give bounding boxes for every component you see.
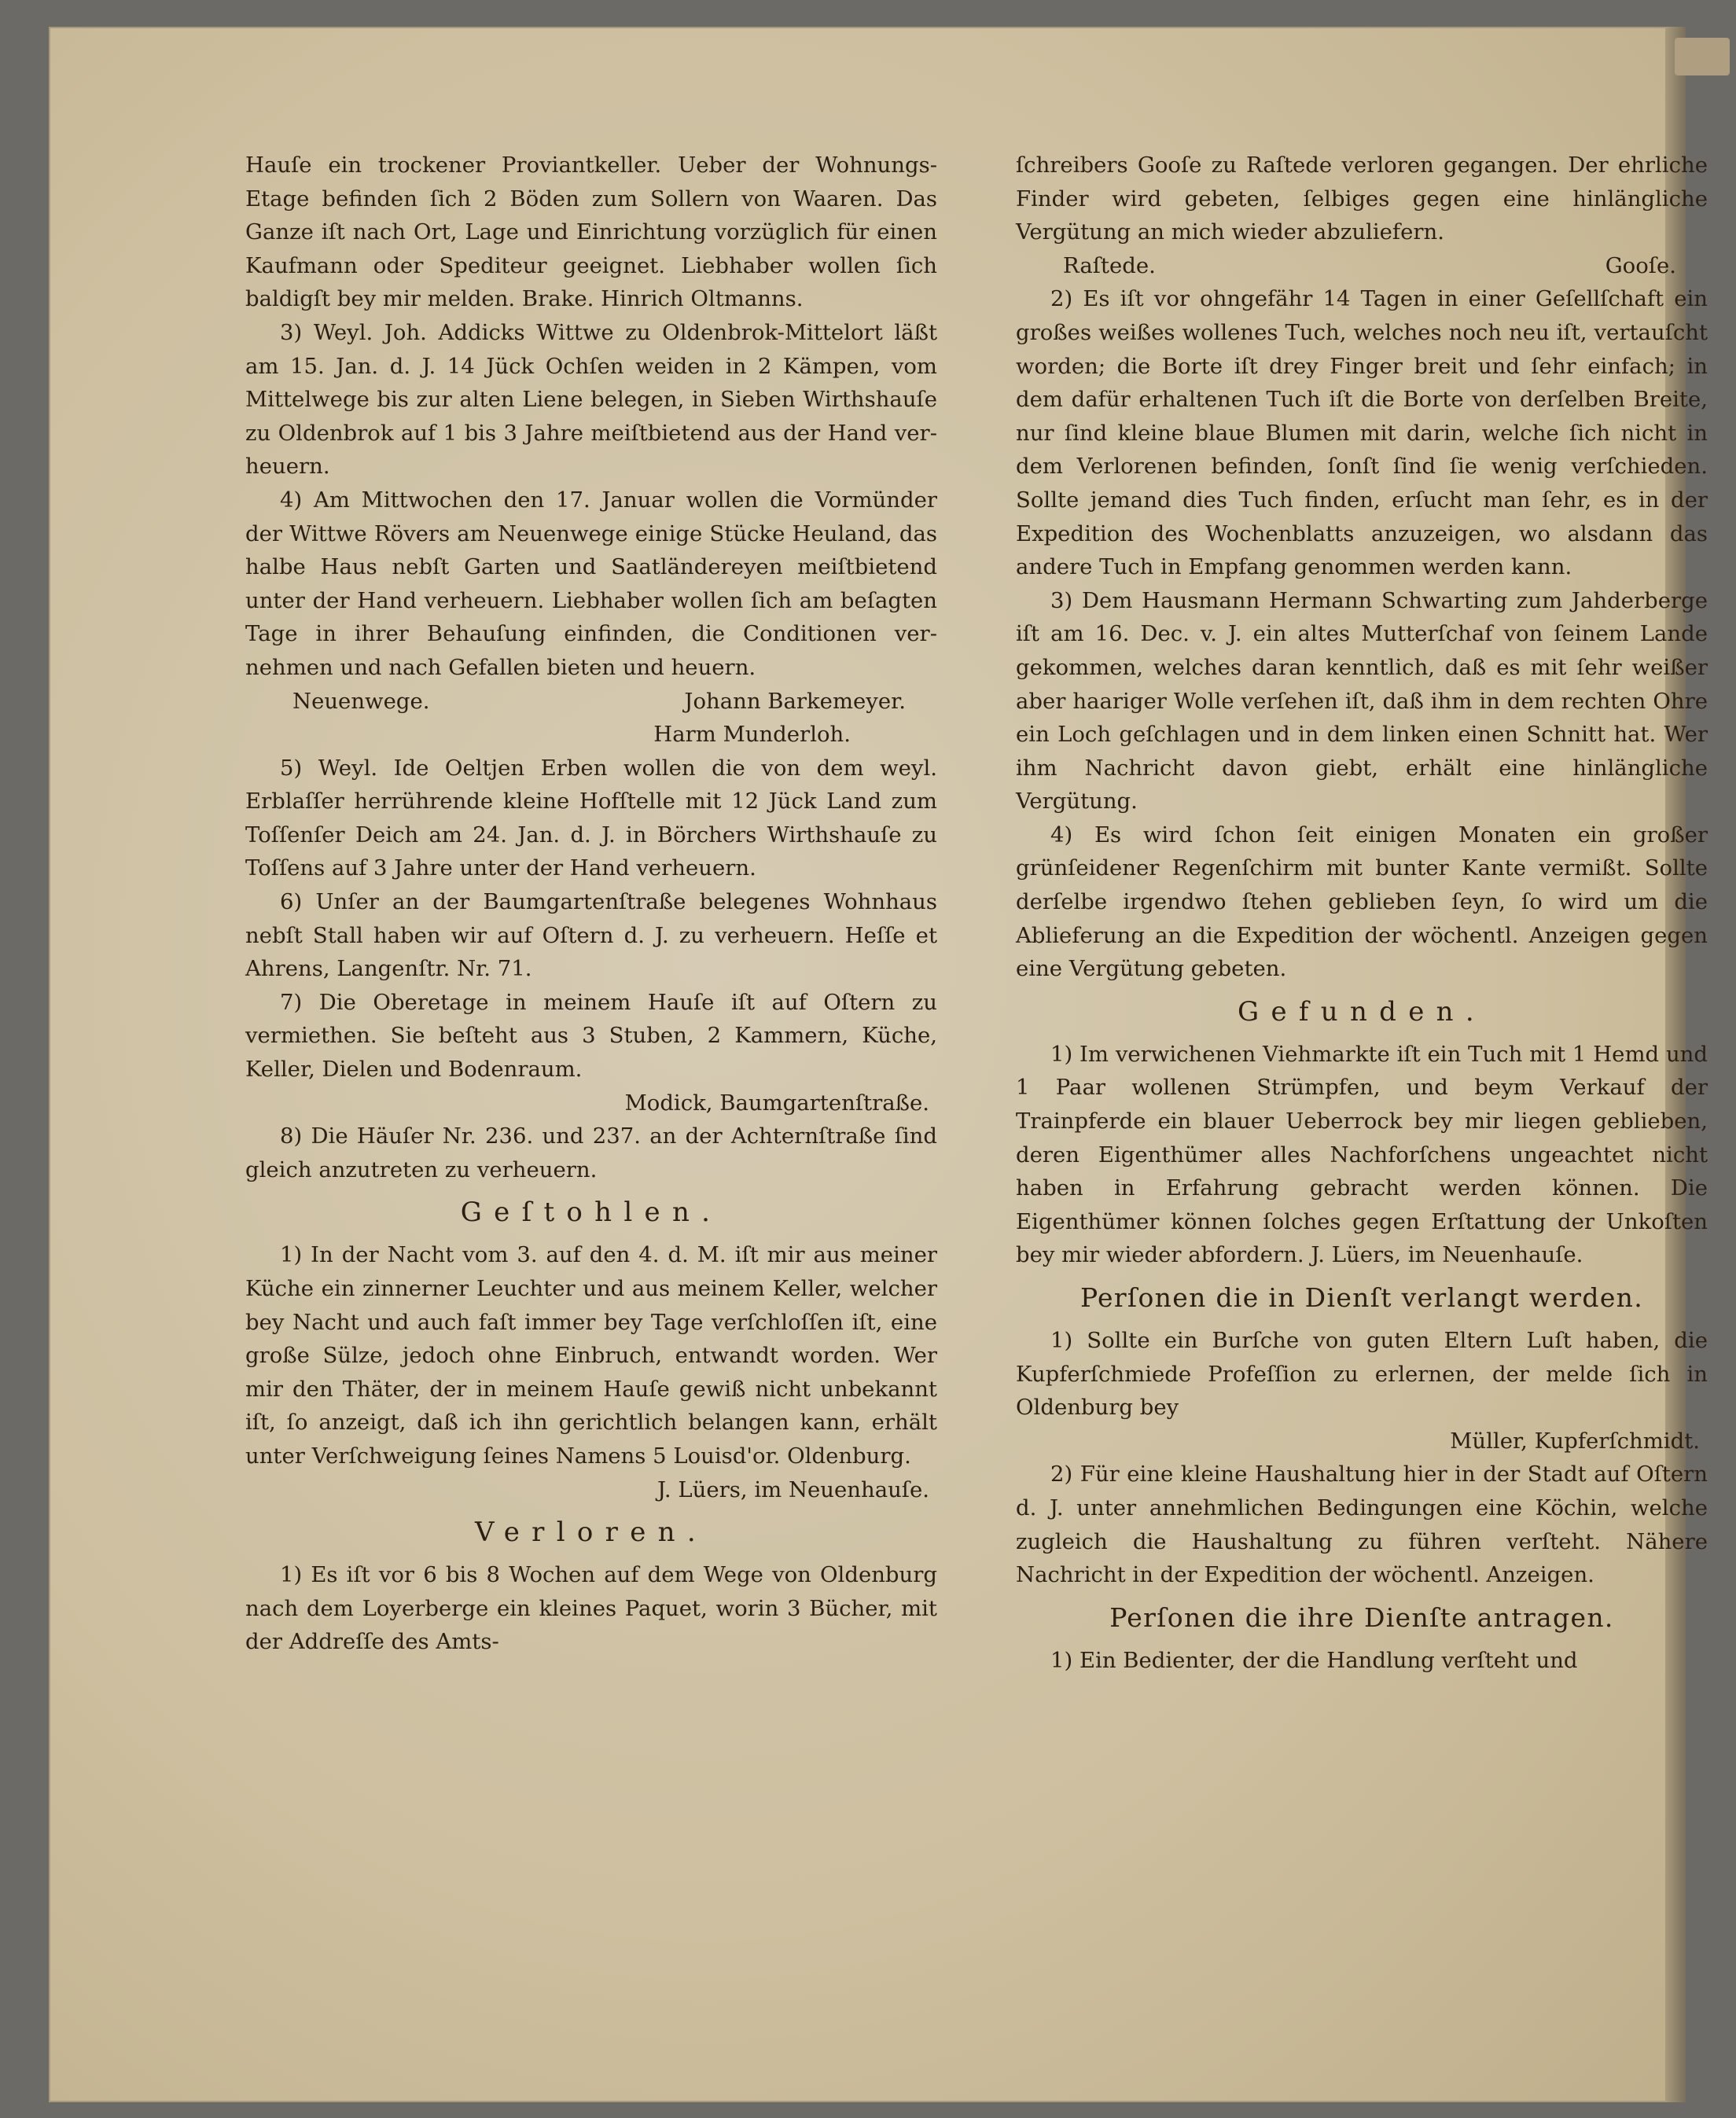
- notice-paragraph: 4) Am Mittwochen den 17. Januar wollen die Vormünder der Wittwe Rövers am Neuenwege einige Stücke Heuland, das halbe Haus nebſt Garten und Saatländereyen meiſtbietend unter der Hand verheuern. Liebhaber wollen ſich am beſagten Tage in ihrer Behauſung einfinden, die Conditionen vernehmen und nach Gefallen bieten und heuern.: [245, 487, 937, 680]
- left-column: [245, 149, 937, 1659]
- notice-paragraph: 1) Sollte ein Burſche von guten Eltern Luſt haben, die Kupferſchmiede Profeſſion zu erlernen, der melde ſich in Oldenburg bey: [1016, 1328, 1708, 1421]
- place-signature: [245, 685, 937, 719]
- place-name: Raſtede.: [1063, 252, 1156, 278]
- notice-paragraph: 4) Es wird ſchon ſeit einigen Monaten ein großer grünſeidener Regenſchirm mit bunter Kante vermißt. Sollte derſelbe irgendwo ſtehen geblieben ſeyn, ſo wird um die Ablieferung an die Expedition der wöchentl. Anzeigen gegen eine Vergütung gebeten.: [1016, 822, 1708, 982]
- signature-line: Müller, Kupferſchmidt.: [1450, 1428, 1700, 1454]
- signature-line: Harm Munderloh.: [653, 722, 851, 748]
- notice-paragraph: 1) Es iſt vor 6 bis 8 Wochen auf dem Wege von Oldenburg nach dem Loyerberge ein kleines Paquet, worin 3 Bücher, mit der Addreſſe des Amts-: [245, 1562, 937, 1655]
- place-signature: [1016, 249, 1708, 283]
- signature-name: Gooſe.: [1605, 252, 1676, 278]
- notice-paragraph: Hauſe ein trockener Proviantkeller. Ueber der Wohnungs-Etage befinden ſich 2 Böden zum Sollern von Waaren. Das Ganze iſt nach Ort, Lage und Einrichtung vorzüglich für einen Kaufmann oder Spediteur geeignet. Liebhaber wollen ſich baldigſt bey mir melden. Brake. Hinrich Oltmanns.: [245, 153, 937, 312]
- section-heading: Geſtohlen.: [460, 1197, 723, 1229]
- section-heading: Verloren.: [475, 1517, 708, 1549]
- notice-paragraph: 1) Im verwichenen Viehmarkte iſt ein Tuch mit 1 Hemd und 1 Paar wollenen Strümpfen, und beym Verkauf der Trainpferde ein blauer Ueberrock bey mir liegen geblieben, deren Eigenthümer alles Nachforſchens ungeachtet nicht haben in Erfahrung gebracht werden können. Die Eigenthümer können ſolches gegen Erſtattung der Unkoſten bey mir wieder abfordern. J. Lüers, im Neuenhauſe.: [1016, 1041, 1708, 1268]
- notice-paragraph: 3) Weyl. Joh. Addicks Wittwe zu Oldenbrok-Mittelort läßt am 15. Jan. d. J. 14 Jück Ochſen weiden in 2 Kämpen, vom Mittelwege bis zur alten Liene belegen, in Sieben Wirthshauſe zu Oldenbrok auf 1 bis 3 Jahre meiſtbietend aus der Hand verheuern.: [245, 319, 937, 480]
- signature-name: Johann Barkemeyer.: [684, 688, 906, 714]
- right-column: [1016, 149, 1708, 1677]
- notice-paragraph: 1) In der Nacht vom 3. auf den 4. d. M. iſt mir aus meiner Küche ein zinnerner Leuchter und aus meinem Keller, welcher bey Nacht und auch faſt immer bey Tage verſchloſſen iſt, eine große Sülze, jedoch ohne Einbruch, entwandt worden. Wer mir den Thäter, der in meinem Hauſe gewiß nicht unbekannt iſt, ſo anzeigt, daß ich ihn gerichtlich belangen kann, erhält unter Verſchweigung ſeines Namens 5 Louisd'or. Oldenburg.: [245, 1242, 937, 1469]
- notice-paragraph: 3) Dem Hausmann Hermann Schwarting zum Jahderberge iſt am 16. Dec. v. J. ein altes Mutterſchaf von ſeinem Lande gekommen, welches daran kenntlich, daß es mit ſehr weißer aber haariger Wolle verſehen iſt, daß ihm in dem rechten Ohre ein Loch geſchlagen und in dem linken einen Schnitt hat. Wer ihm Nachricht davon giebt, erhält eine hinlängliche Vergütung.: [1016, 587, 1708, 814]
- notice-paragraph: 1) Ein Bedienter, der die Handlung verſteht und: [1050, 1647, 1578, 1673]
- newspaper-page: [49, 27, 1708, 2102]
- notice-paragraph: 6) Unſer an der Baumgartenſtraße belegenes Wohnhaus nebſt Stall haben wir auf Oſtern d. J. zu verheuern. Heſſe et Ahrens, Langenſtr. Nr. 71.: [245, 889, 937, 982]
- section-heading: Gefunden.: [1238, 995, 1486, 1028]
- notice-paragraph: 5) Weyl. Ide Oeltjen Erben wollen die von dem weyl. Erblaſſer herrührende kleine Hofſtelle mit 12 Jück Land zum Toſſenſer Deich am 24. Jan. d. J. in Börchers Wirthshauſe zu Toſſens auf 3 Jahre unter der Hand verheuern.: [245, 755, 937, 881]
- section-heading: Perſonen die in Dienſt verlangt werden.: [1079, 1282, 1644, 1313]
- signature-line: J. Lüers, im Neuenhauſe.: [657, 1476, 929, 1502]
- notice-paragraph: 8) Die Häuſer Nr. 236. und 237. an der Achternſtraße ſind gleich anzutreten zu verheuern.: [245, 1123, 937, 1182]
- signature-line: Modick, Baumgartenſtraße.: [624, 1090, 929, 1116]
- notice-paragraph: 7) Die Oberetage in meinem Hauſe iſt auf Oſtern zu vermiethen. Sie beſteht aus 3 Stuben, 2 Kammern, Küche, Keller, Dielen und Bodenraum.: [245, 989, 937, 1083]
- place-name: Neuenwege.: [292, 688, 430, 714]
- notice-paragraph: 2) Für eine kleine Haushaltung hier in der Stadt auf Oſtern d. J. unter annehmlichen Bedingungen eine Köchin, welche zugleich die Haushaltung zu führen verſteht. Nähere Nachricht in der Expedition der wöchentl. Anzeigen.: [1016, 1462, 1708, 1588]
- page-tab: [1675, 38, 1730, 75]
- section-heading: Perſonen die ihre Dienſte antragen.: [1109, 1601, 1614, 1633]
- notice-paragraph: 2) Es iſt vor ohngefähr 14 Tagen in einer Geſellſchaft ein großes weißes wollenes Tuch, welches noch neu iſt, vertauſcht worden; die Borte iſt drey Finger breit und ſehr einfach; in dem dafür erhaltenen Tuch iſt die Borte von derſelben Breite, nur ſind kleine blaue Blumen mit darin, welche ſich nicht in dem Verlorenen befinden, ſonſt ſind ſie wenig verſchieden. Sollte jemand dies Tuch finden, erſucht man ſehr, es in der Expedition des Wochenblatts anzuzeigen, wo alsdann das andere Tuch in Empfang genommen werden kann.: [1016, 286, 1708, 580]
- notice-paragraph: ſchreibers Gooſe zu Raſtede verloren gegangen. Der ehrliche Finder wird gebeten, ſelbiges gegen eine hinlängliche Vergütung an mich wieder abzuliefern.: [1016, 153, 1708, 245]
